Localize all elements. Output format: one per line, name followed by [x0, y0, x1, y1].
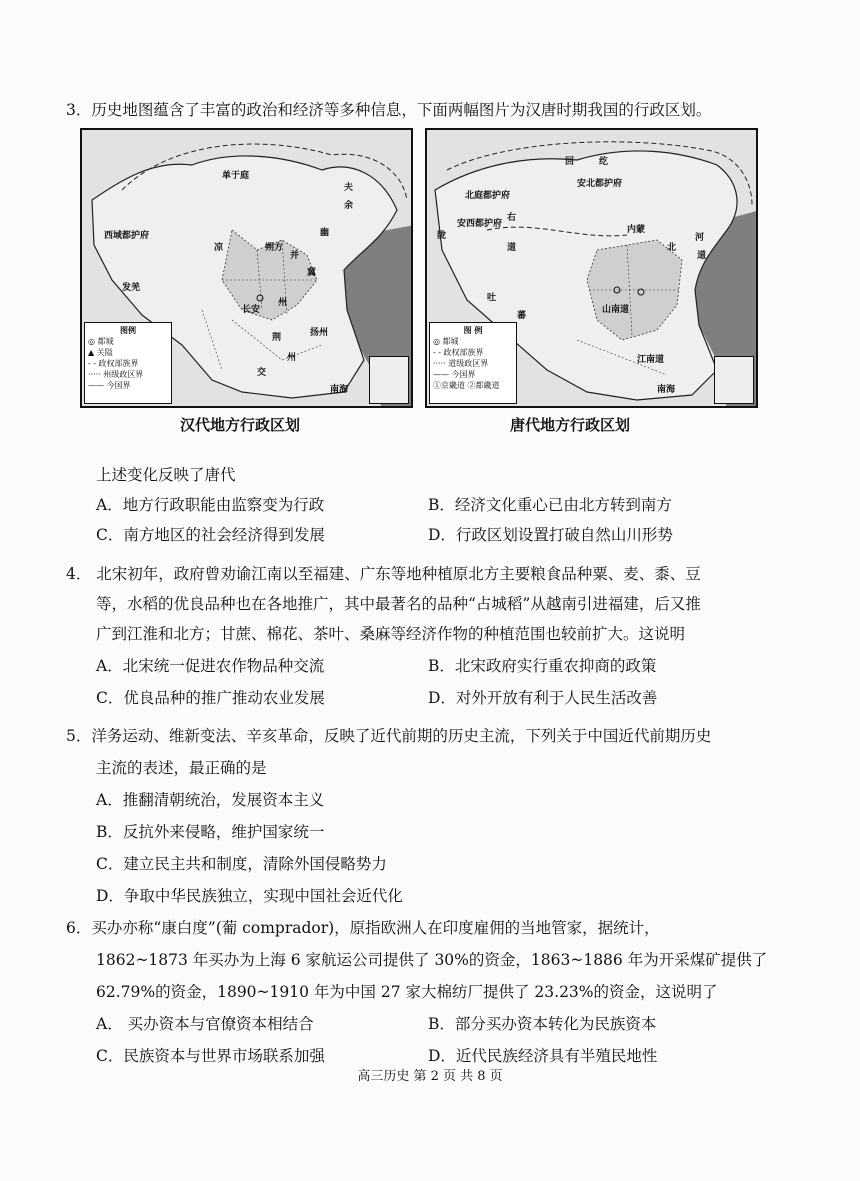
- han-label: 并: [290, 251, 300, 261]
- q6-option-d[interactable]: D．近代民族经济具有半殖民地性: [428, 1047, 658, 1065]
- q6-option-c[interactable]: C．民族资本与世界市场联系加强: [96, 1047, 325, 1065]
- han-label: 西域都护府: [104, 231, 150, 241]
- legend-item: ◎ 都城: [88, 337, 114, 346]
- tang-label: 北庭都护府: [465, 191, 511, 201]
- tang-label: 山南道: [602, 305, 630, 315]
- q6-line-3: 62.79%的资金，1890~1910 年为中国 27 家大棉纺厂提供了 23.23%的资金，这说明了: [96, 983, 718, 1001]
- tang-label: 回: [565, 157, 575, 167]
- q4-option-b[interactable]: B．北宋政府实行重农抑商的政策: [428, 657, 657, 675]
- han-map: [80, 128, 413, 408]
- q3-option-d[interactable]: D．行政区划设置打破自然山川形势: [428, 526, 673, 544]
- q4-option-c[interactable]: C．优良品种的推广推动农业发展: [96, 689, 325, 707]
- legend-item: ◎ 都城: [433, 337, 459, 346]
- han-map-legend: [84, 322, 172, 404]
- han-label: 扬州: [310, 328, 329, 338]
- q6-option-b[interactable]: B．部分买办资本转化为民族资本: [428, 1015, 657, 1033]
- tang-label: 道: [697, 251, 707, 261]
- q5-option-b[interactable]: B．反抗外来侵略，维护国家统一: [96, 823, 325, 841]
- q5-line-2: 主流的表述，最正确的是: [96, 759, 267, 777]
- legend-item: ▲ 关隘: [88, 348, 113, 357]
- han-label: 朔方: [265, 243, 284, 253]
- q5-line-1: 5．洋务运动、维新变法、辛亥革命，反映了近代前期的历史主流，下列关于中国近代前期历史: [66, 727, 712, 745]
- page-footer: 高三历史 第 2 页 共 8 页: [357, 1069, 503, 1084]
- han-map-inset: [369, 356, 409, 404]
- tang-label: 纥: [599, 157, 609, 167]
- han-label: 发羌: [122, 283, 141, 293]
- tang-label: 内蒙: [627, 225, 646, 235]
- legend-item: - - 政权部族界: [433, 348, 484, 357]
- tang-label: 蕃: [517, 311, 527, 321]
- tang-label: 河: [695, 233, 705, 243]
- legend-item: —— 今国界: [433, 370, 476, 379]
- legend-item: ····· 州级政区界: [88, 370, 144, 379]
- han-label: 余: [344, 201, 354, 211]
- han-label: 冀: [307, 268, 317, 278]
- tang-label: 江南道: [637, 355, 665, 365]
- han-map-caption: 汉代地方行政区划: [180, 416, 301, 434]
- q5-option-a[interactable]: A．推翻清朝统治，发展资本主义: [96, 791, 325, 809]
- han-label: 交: [257, 368, 267, 378]
- q6-line-1: 6．买办亦称“康白度”(葡 comprador)，原指欧洲人在印度雇佣的当地管家，据统计，: [66, 919, 660, 937]
- legend-title: 图 例: [463, 325, 483, 335]
- q4-line-3: 广到江淮和北方；甘蔗、棉花、茶叶、桑麻等经济作物的种植范围也较前扩大。这说明: [96, 625, 686, 643]
- han-label: 州: [278, 298, 288, 308]
- han-label: 荆: [272, 333, 282, 343]
- tang-label: 北: [667, 243, 677, 253]
- q4-option-d[interactable]: D．对外开放有利于人民生活改善: [428, 689, 658, 707]
- legend-item: ①京畿道 ②都畿道: [433, 381, 500, 390]
- q3-option-b[interactable]: B．经济文化重心已由北方转到南方: [428, 496, 672, 514]
- han-label: 州: [287, 353, 297, 363]
- q4-line-1: 4． 北宋初年，政府曾劝谕江南以至福建、广东等地种植原北方主要粮食品种粟、麦、黍、豆: [66, 565, 701, 583]
- tang-map-legend: [429, 322, 517, 404]
- tang-map: [425, 128, 758, 408]
- han-label: 南海: [330, 385, 349, 395]
- q3-stem: 3．历史地图蕴含了丰富的政治和经济等多种信息，下面两幅图片为汉唐时期我国的行政区划。: [66, 101, 712, 119]
- tang-label: 右: [507, 213, 517, 223]
- han-label: 幽: [320, 228, 330, 238]
- tang-label: 安西都护府: [457, 219, 503, 229]
- q5-option-c[interactable]: C．建立民主共和制度，清除外国侵略势力: [96, 855, 387, 873]
- tang-label: 南海: [657, 385, 676, 395]
- han-label: 长安: [242, 305, 261, 315]
- legend-item: ····· 道级政区界: [433, 359, 489, 368]
- han-label: 单于庭: [222, 171, 250, 181]
- tang-label: 安北都护府: [577, 179, 623, 189]
- tang-map-caption: 唐代地方行政区划: [510, 416, 631, 434]
- tang-map-inset: [714, 356, 754, 404]
- q3-question: 上述变化反映了唐代: [96, 466, 236, 484]
- tang-label: 陇: [437, 231, 447, 241]
- maps-area: [80, 128, 760, 408]
- tang-label: 吐: [487, 293, 497, 303]
- q5-option-d[interactable]: D．争取中华民族独立，实现中国社会近代化: [96, 887, 403, 905]
- han-label: 夫: [344, 183, 354, 193]
- q3-option-c[interactable]: C．南方地区的社会经济得到发展: [96, 526, 325, 544]
- legend-item: —— 今国界: [88, 381, 131, 390]
- q6-line-2: 1862~1873 年买办为上海 6 家航运公司提供了 30%的资金，1863~1886 年为开采煤矿提供了: [96, 951, 768, 969]
- legend-item: - - 政权部族界: [88, 359, 139, 368]
- q3-option-a[interactable]: A．地方行政职能由监察变为行政: [96, 496, 325, 514]
- han-label: 凉: [214, 243, 224, 253]
- legend-title: 图例: [120, 325, 136, 335]
- q6-option-a[interactable]: A． 买办资本与官僚资本相结合: [96, 1015, 314, 1033]
- q4-line-2: 等，水稻的优良品种也在各地推广，其中最著名的品种“占城稻”从越南引进福建，后又推: [96, 595, 701, 613]
- q4-option-a[interactable]: A．北宋统一促进农作物品种交流: [96, 657, 325, 675]
- tang-label: 道: [507, 243, 517, 253]
